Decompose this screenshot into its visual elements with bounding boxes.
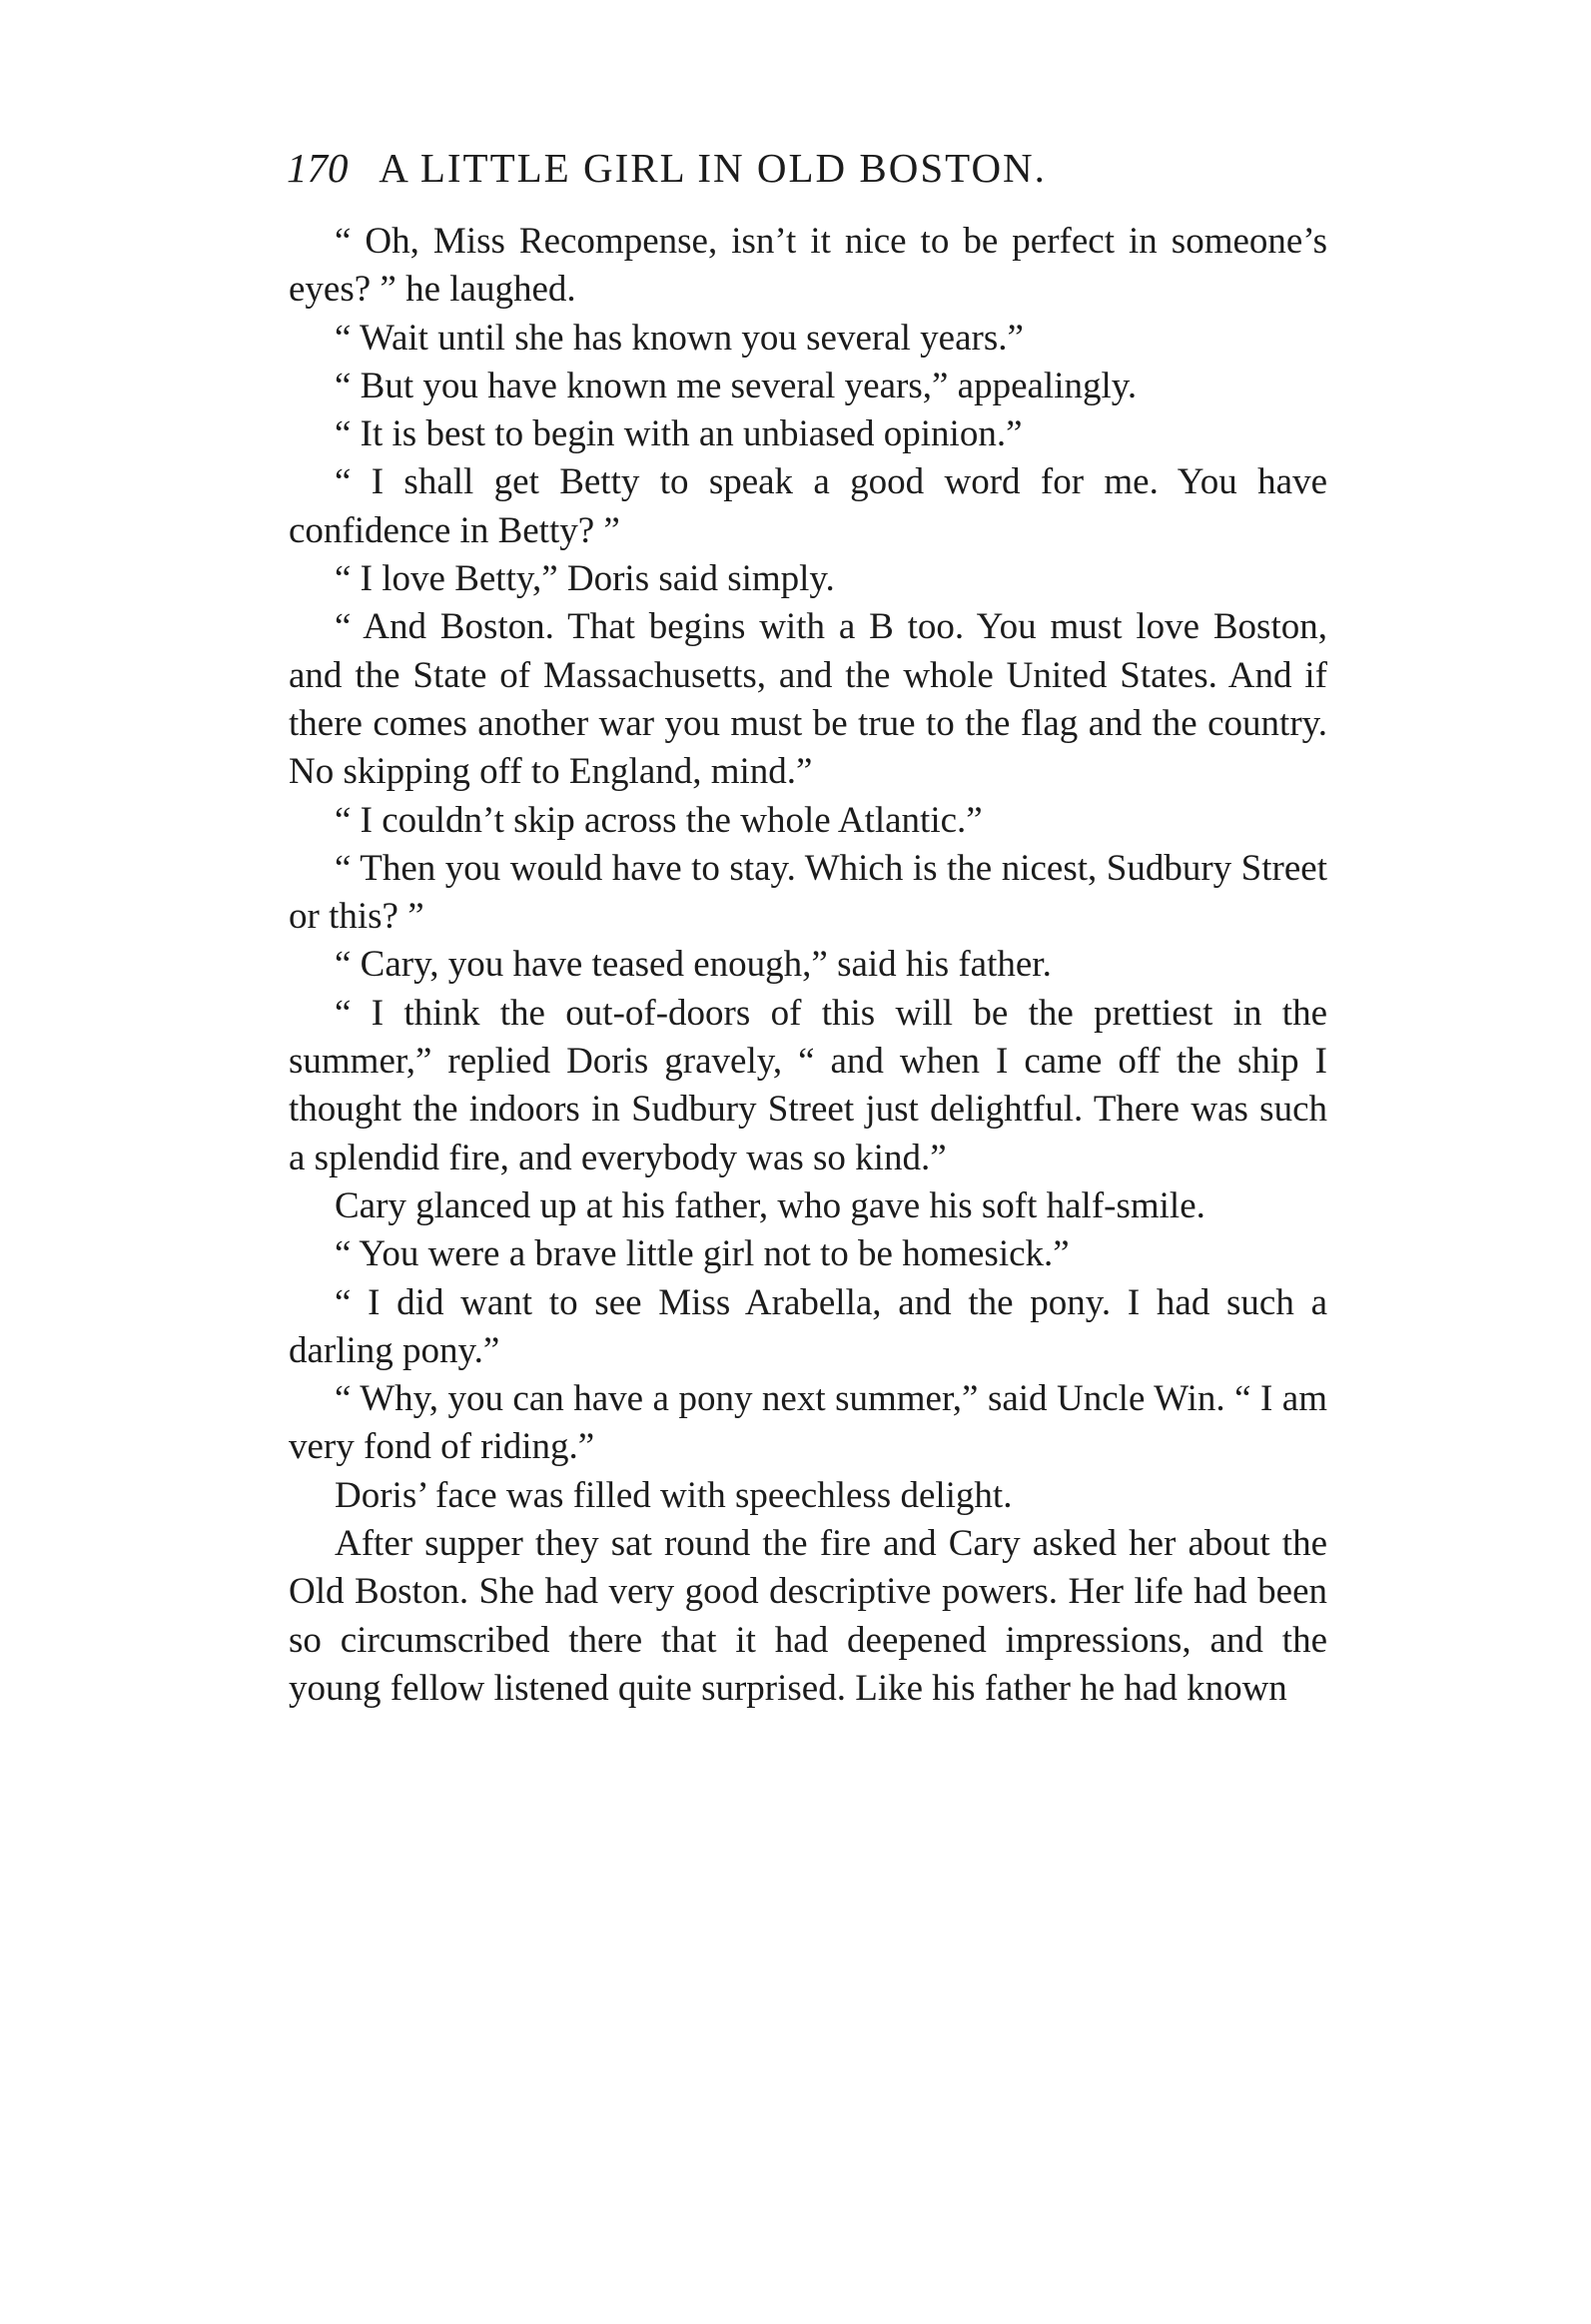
paragraph: Cary glanced up at his father, who gave his soft half-smile.: [335, 1184, 1205, 1226]
paragraph: “ I couldn’t skip across the whole Atlantic.”: [335, 799, 983, 841]
paragraph: “ I think the out-of-doors of this will be the prettiest in the summer,” replied Doris gravely, “ and when I came off the ship I thought the indoors in Sudbury Street just delightful. There was such a splendid fire, and everybody was so kind.”: [289, 992, 1327, 1178]
paragraph: Doris’ face was filled with speechless delight.: [335, 1474, 1013, 1516]
body-text: [289, 218, 1327, 1713]
paragraph: “ I love Betty,” Doris said simply.: [335, 558, 835, 600]
paragraph: After supper they sat round the fire and Cary asked her about the Old Boston. She had very good descriptive powers. Her life had been so circumscribed there that it had deepened impressions, and the young fellow listened quite surprised. Like his father he had known: [289, 1523, 1327, 1709]
paragraph: “ Why, you can have a pony next summer,” said Uncle Win. “ I am very fond of riding.”: [289, 1378, 1327, 1468]
paragraph: “ And Boston. That begins with a B too. You must love Boston, and the State of Massachusetts, and the whole United States. And if there comes another war you must be true to the flag and the country. No skipping off to England, mind.”: [289, 606, 1327, 793]
running-title: A LITTLE GIRL IN OLD BOSTON.: [379, 145, 1047, 191]
paragraph: “ I did want to see Miss Arabella, and the pony. I had such a darling pony.”: [289, 1281, 1327, 1371]
paragraph: “ Wait until she has known you several years.”: [335, 317, 1024, 359]
paragraph: “ I shall get Betty to speak a good word for me. You have confidence in Betty? ”: [289, 461, 1327, 551]
paragraph: “ Oh, Miss Recompense, isn’t it nice to be perfect in someone’s eyes? ” he laughed.: [289, 221, 1327, 311]
paragraph: “ You were a brave little girl not to be homesick.”: [335, 1233, 1070, 1275]
paragraph: “ Then you would have to stay. Which is the nicest, Sudbury Street or this? ”: [289, 847, 1327, 938]
page-number: 170: [287, 145, 349, 191]
paragraph: “ It is best to begin with an unbiased opinion.”: [335, 413, 1023, 455]
paragraph: “ But you have known me several years,” appealingly.: [335, 365, 1138, 406]
paragraph: “ Cary, you have teased enough,” said his father.: [335, 944, 1052, 986]
page-header: [287, 138, 1325, 198]
